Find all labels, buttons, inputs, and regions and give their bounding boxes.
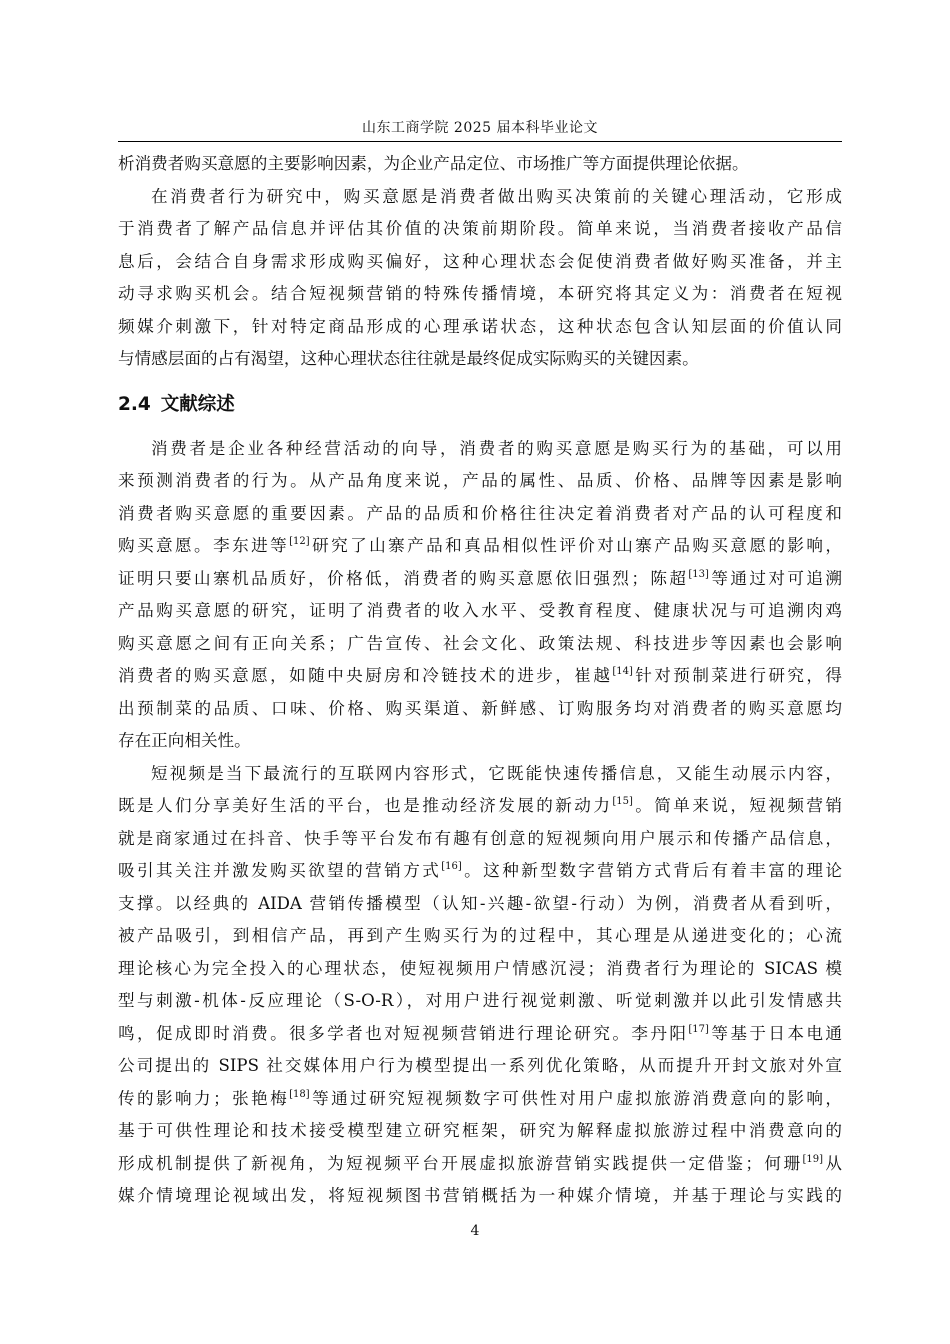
paragraph-purchase-intention [118, 181, 842, 376]
text-line: 基于可供性理论和技术接受模型建立研究框架，研究为解释虚拟旅游过程中消费意向的 [118, 1121, 842, 1140]
text-line: 消费者的购买意愿，如随中央厨房和冷链技术的进步，崔越[14]针对预制菜进行研究，得 [118, 666, 842, 685]
page-body [118, 148, 842, 1213]
citation-12: [12] [289, 536, 310, 547]
citation-17: [17] [688, 1023, 709, 1035]
text-line: 支撑。以经典的 AIDA 营销传播模型（认知-兴趣-欲望-行动）为例，消费者从看到听， [118, 893, 842, 913]
text-line: 在消费者行为研究中，购买意愿是消费者做出购买决策前的关键心理活动，它形成 [151, 186, 842, 206]
section-heading [118, 389, 842, 421]
section-number: 2.4 [118, 393, 151, 415]
text-line: 与情感层面的占有渴望，这种心理状态往往就是最终促成实际购买的关键因素。 [118, 349, 699, 368]
text-line: 出预制菜的品质、口味、价格、购买渠道、新鲜感、订购服务均对消费者的购买意愿均 [118, 698, 842, 718]
text-line: 形成机制提供了新视角，为短视频平台开展虚拟旅游营销实践提供一定借鉴；何珊[19]从 [118, 1153, 843, 1173]
text-line: 就是商家通过在抖音、快手等平台发布有趣有创意的短视频向用户展示和传播产品信息， [118, 828, 842, 848]
text-line: 型与刺激-机体-反应理论（S-O-R），对用户进行视觉刺激、听觉刺激并以此引发情感共 [118, 991, 842, 1010]
text-line: 于消费者了解产品信息并评估其价值的决策前期阶段。简单来说，当消费者接收产品信 [118, 219, 842, 238]
text-line: 频媒介刺激下，针对特定商品形成的心理承诺状态，这种状态包含认知层面的价值认同 [118, 316, 842, 336]
text-line: 存在正向相关性。 [118, 731, 251, 750]
text-line: 息后，会结合自身需求形成购买偏好，这种心理状态会促使消费者做好购买准备，并主 [118, 251, 842, 271]
text-line: 消费者购买意愿的重要因素。产品的品质和价格往往决定着消费者对产品的认可程度和 [118, 503, 842, 523]
text-line: 购买意愿。李东进等[12]研究了山寨产品和真品相似性评价对山寨产品购买意愿的影响， [118, 536, 843, 555]
text-line: 被产品吸引，到相信产品，再到产生购买行为的过程中，其心理是从递进变化的；心流 [118, 926, 842, 945]
citation-19: [19] [802, 1153, 823, 1165]
paragraph-continued [118, 148, 842, 181]
text-line: 析消费者购买意愿的主要影响因素，为企业产品定位、市场推广等方面提供理论依据。 [118, 154, 749, 173]
text-line: 鸣，促成即时消费。很多学者也对短视频营销进行理论研究。李丹阳[17]等基于日本电通 [118, 1023, 843, 1043]
text-line: 产品购买意愿的研究，证明了消费者的收入水平、受教育程度、健康状况与可追溯肉鸡 [118, 601, 842, 620]
citation-13: [13] [688, 568, 709, 580]
text-line: 购买意愿之间有正向关系；广告宣传、社会文化、政策法规、科技进步等因素也会影响 [118, 633, 842, 653]
text-line: 消费者是企业各种经营活动的向导，消费者的购买意愿是购买行为的基础，可以用 [151, 438, 842, 458]
page-number: 4 [470, 1223, 480, 1239]
text-line: 证明只要山寨机品质好，价格低，消费者的购买意愿依旧强烈；陈超[13]等通过对可追溯 [118, 568, 843, 588]
citation-16: [16] [441, 861, 462, 872]
text-line: 吸引其关注并激发购买欲望的营销方式[16]。这种新型数字营销方式背后有着丰富的理论 [118, 861, 843, 880]
header-rule [118, 141, 842, 142]
citation-15: [15] [612, 796, 633, 807]
text-line: 短视频是当下最流行的互联网内容形式，它既能快速传播信息，又能生动展示内容， [151, 763, 842, 783]
paragraph-consumer-intention [118, 433, 842, 758]
text-line: 理论核心为完全投入的心理状态，使短视频用户情感沉浸；消费者行为理论的 SICAS 模 [118, 958, 842, 978]
text-line: 来预测消费者的行为。从产品角度来说，产品的属性、品质、价格、品牌等因素是影响 [118, 471, 842, 490]
citation-14: [14] [612, 666, 633, 677]
text-line: 传的影响力；张艳梅[18]等通过研究短视频数字可供性对用户虚拟旅游消费意向的影响， [118, 1088, 843, 1108]
text-line: 动寻求购买机会。结合短视频营销的特殊传播情境，本研究将其定义为：消费者在短视 [118, 284, 842, 303]
running-header: 山东工商学院 2025 届本科毕业论文 [361, 120, 599, 136]
section-title: 文献综述 [160, 393, 235, 415]
paragraph-short-video [118, 758, 842, 1213]
citation-18: [18] [289, 1088, 310, 1100]
text-line: 媒介情境理论视域出发，将短视频图书营销概括为一种媒介情境，并基于理论与实践的 [118, 1186, 842, 1205]
text-line: 公司提出的 SIPS 社交媒体用户行为模型提出一系列优化策略，从而提升开封文旅对外宣 [118, 1056, 842, 1075]
text-line: 既是人们分享美好生活的平台，也是推动经济发展的新动力[15]。简单来说，短视频营销 [118, 796, 842, 815]
